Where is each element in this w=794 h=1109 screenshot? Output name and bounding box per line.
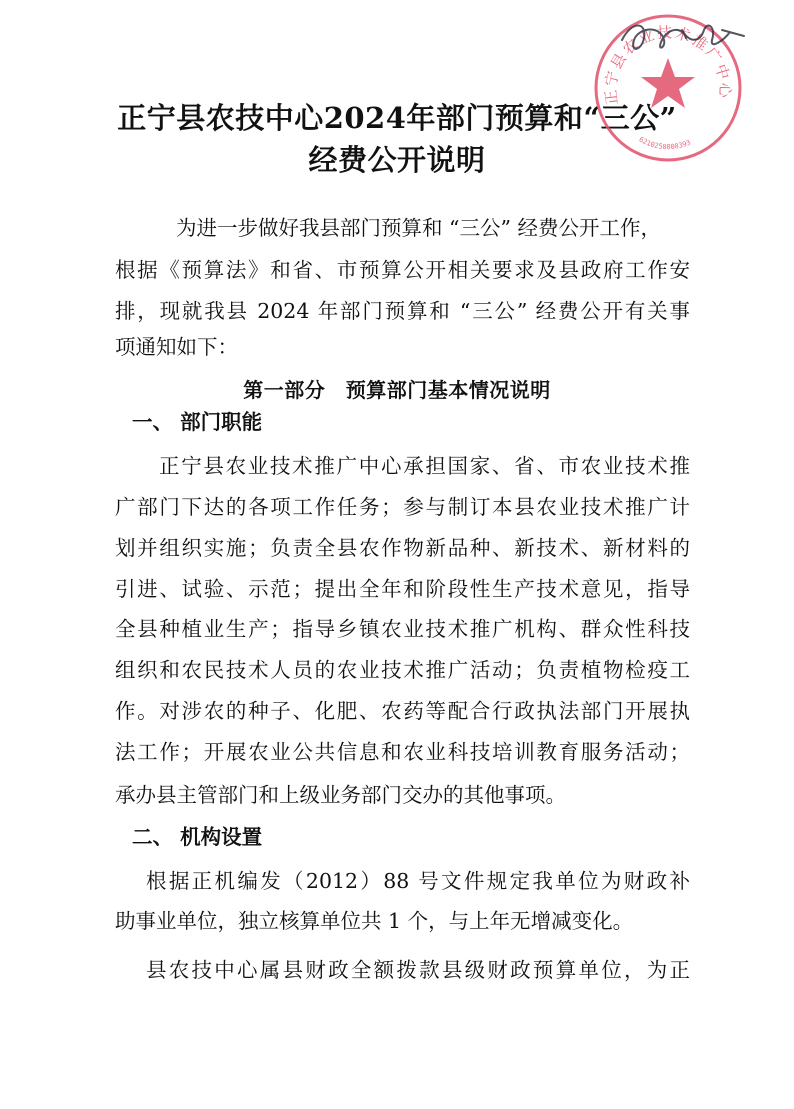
body-line: 作。对涉农的种子、化肥、农药等配合行政执法部门开展执 [115,699,690,723]
body-line: 县农技中心属县财政全额拨款县级财政预算单位，为正 [146,958,690,982]
intro-line: 为进一步做好我县部门预算和 “三公” 经费公开工作， [176,216,661,240]
body-line: 组织和农民技术人员的农业技术推广活动；负责植物检疫工 [115,658,690,682]
section-1-heading: 一、 部门职能 [132,410,263,434]
intro-line: 根据《预算法》和省、市预算公开相关要求及县政府工作安 [115,258,690,282]
seal-text: 正宁县农业技术推广中心 [601,23,735,106]
seal-number: 6210250000393 [637,135,692,152]
body-line: 正宁县农业技术推广中心承担国家、省、市农业技术推 [159,454,690,478]
body-line: 承办县主管部门和上级业务部门交办的其他事项。 [115,783,566,807]
body-line: 全县种植业生产；指导乡镇农业技术推广机构、群众性科技 [115,617,690,641]
section-2-heading: 二、 机构设置 [132,825,263,849]
body-line: 广部门下达的各项工作任务；参与制订本县农业技术推广计 [115,495,690,519]
body-line: 法工作；开展农业公共信息和农业科技培训教育服务活动； [115,740,690,764]
svg-text:6210250000393 [637,136,691,152]
body-line: 引进、试验、示范；提出全年和阶段性生产技术意见，指导 [115,577,690,601]
body-line: 划并组织实施；负责全县农作物新品种、新技术、新材料的 [115,536,690,560]
handwritten-signature [612,10,752,70]
intro-line: 项通知如下： [115,335,238,359]
document-title-line-1: 正宁县农技中心2024年部门预算和“三公” [117,101,677,135]
document-title-line-2: 经费公开说明 [308,143,486,177]
body-line: 根据正机编发（2012）88 号文件规定我单位为财政补 [146,869,690,893]
body-line: 助事业单位，独立核算单位共 1 个，与上年无增减变化。 [115,909,634,933]
intro-line: 排，现就我县 2024 年部门预算和 “三公” 经费公开有关事 [115,299,690,323]
part-1-heading: 第一部分 预算部门基本情况说明 [243,378,551,402]
